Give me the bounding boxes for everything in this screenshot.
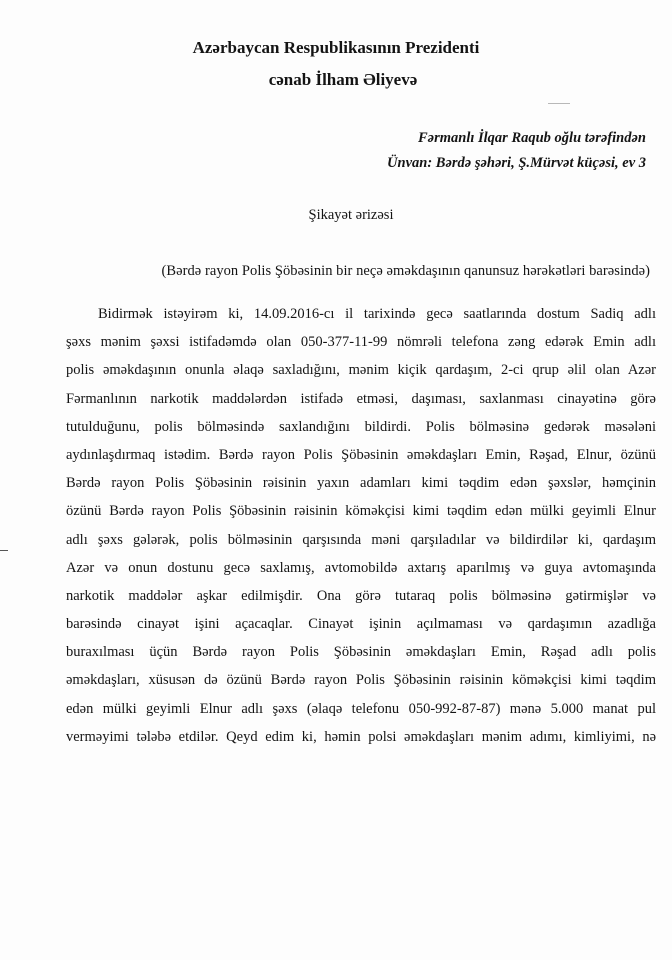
body-line: özünü Bərdə rayon Polis Şöbəsinin rəisinin köməkçisi kimi təqdim edən mülki geyimli Elnur <box>66 503 656 520</box>
body-line: şəxs mənim şəxsi istifadəmdə olan 050-377-11-99 nömrəli telefona zəng edərək Emin adlı <box>66 334 656 351</box>
body-line: Fərmanlının narkotik maddələrdən istifadə etməsi, daşıması, saxlanması cinayətinə görə <box>66 390 656 407</box>
body-line: adlı şəxs gələrək, polis bölməsinin qarşısında məni qarşıladılar və bildirdilər ki, qardaşım <box>66 531 656 548</box>
addressee-name: cənab İlham Əliyevə <box>268 70 418 89</box>
body-line: əməkdaşları, xüsusən də özünü Bərdə rayon Polis Şöbəsinin rəisinin köməkçisi kimi təqdim <box>66 672 656 689</box>
sender-block <box>387 126 646 176</box>
body-line: Bərdə rayon Polis Şöbəsinin rəisinin yaxın adamları kimi təqdim edən şəxslər, həmçinin <box>66 475 656 492</box>
body-line: buraxılması üçün Bərdə rayon Polis Şöbəsinin əməkdaşları Emin, Rəşad adlı polis <box>66 644 656 661</box>
addressee-title: Azərbaycan Respublikasının Prezidenti <box>192 38 480 57</box>
document-title: Şikayət ərizəsi <box>308 207 394 223</box>
body-line: aydınlaşdırmaq istədim. Bərdə rayon Polis Şöbəsinin əməkdaşları Emin, Rəşad, Elnur, özünü <box>66 446 656 463</box>
sender-address: Ünvan: Bərdə şəhəri, Ş.Mürvət küçəsi, ev 3 <box>387 155 646 171</box>
margin-mark <box>0 550 8 551</box>
body-line: verməyimi tələbə etdilər. Qeyd edim ki, həmin polsi əməkdaşları mənim adımı, kimliyimi, nə <box>66 728 656 745</box>
body-line: Azər və onun dostunu gecə saxlamış, avtomobildə axtarış aparılmış və guya avtomaşında <box>66 559 656 576</box>
document-subject: (Bərdə rayon Polis Şöbəsinin bir neçə əməkdaşının qanunsuz hərəkətləri barəsində) <box>161 263 650 279</box>
body-line: Bidirmək istəyirəm ki, 14.09.2016-cı il tarixində gecə saatlarında dostum Sadiq adlı <box>98 306 656 322</box>
complaint-body <box>66 300 656 751</box>
body-line: tutulduğunu, polis bölməsində saxlandığını bildirdi. Polis bölməsinə gedərək məsələni <box>66 418 656 435</box>
sender-name: Fərmanlı İlqar Raqub oğlu tərəfindən <box>417 130 646 146</box>
body-line: narkotik maddələr aşkar edilmişdir. Ona görə tutaraq polis bölməsinə gətirmişlər və <box>66 587 656 604</box>
body-line: polis əməkdaşının onunla əlaqə saxladığını, mənim kiçik qardaşım, 2-ci qrup əlil olan Azər <box>66 362 656 379</box>
body-line: barəsində cinayət işini açacaqlar. Cinayət işinin açılmaması və qardaşımın azadlığa <box>66 616 656 633</box>
scan-mark <box>548 103 570 104</box>
body-line: edən mülki geyimli Elnur adlı şəxs (əlaqə telefonu 050-992-87-87) mənə 5.000 manat pul <box>66 700 656 717</box>
addressee-header <box>0 32 672 96</box>
